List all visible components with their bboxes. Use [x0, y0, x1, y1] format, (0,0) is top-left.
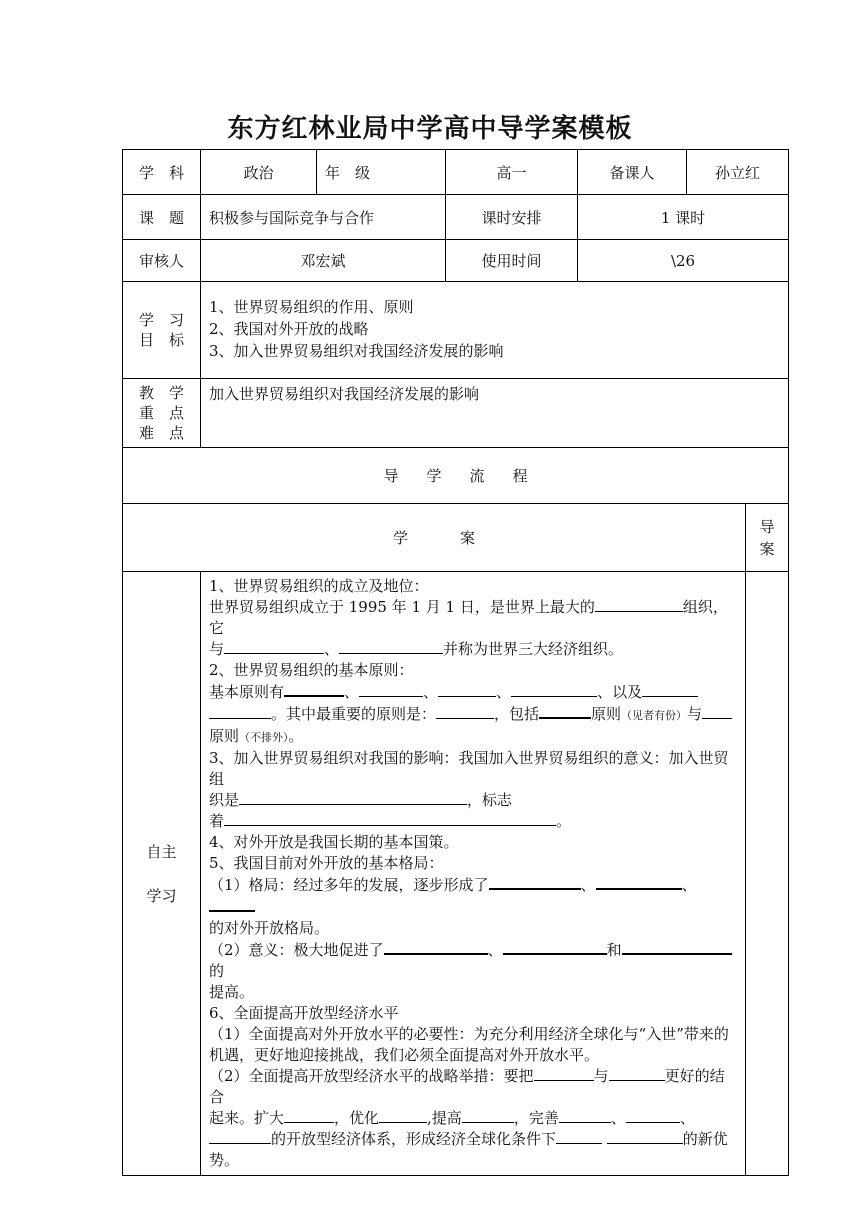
row-plan-header — [123, 504, 789, 572]
row-goals — [123, 282, 789, 379]
row-subject — [123, 150, 789, 195]
row-reviewer — [123, 240, 789, 282]
usetime-value: \26 — [578, 240, 789, 282]
grade-label: 年 级 — [317, 150, 446, 195]
fill-blank[interactable] — [511, 682, 597, 697]
keypoints-label: 教 学 重 点 难 点 — [123, 379, 201, 448]
fill-blank[interactable] — [239, 790, 467, 805]
fill-blank[interactable] — [539, 703, 591, 719]
fill-blank[interactable] — [607, 1129, 683, 1144]
row-self-study — [123, 572, 789, 1176]
hours-value: 1 课时 — [578, 195, 789, 240]
keypoints-text: 加入世界贸易组织对我国经济发展的影响 — [201, 379, 789, 448]
fill-blank[interactable] — [622, 939, 732, 955]
fill-blank[interactable] — [379, 1108, 427, 1123]
goals-list — [201, 282, 789, 379]
flow-title: 导 学 流 程 — [123, 448, 789, 504]
goal-item: 1、世界贸易组织的作用、原则 — [209, 298, 414, 316]
page-title: 东方红林业局中学高中导学案模板 — [227, 114, 633, 144]
fill-blank[interactable] — [209, 704, 271, 719]
fill-blank[interactable] — [359, 682, 423, 697]
fill-blank[interactable] — [462, 1108, 514, 1123]
fill-blank[interactable] — [384, 939, 488, 955]
fill-blank[interactable] — [284, 1108, 334, 1123]
plan-header: 学 案 — [123, 504, 746, 572]
goal-item: 3、加入世界贸易组织对我国经济发展的影响 — [209, 342, 504, 360]
row-flow-title — [123, 448, 789, 504]
fill-blank[interactable] — [503, 939, 607, 955]
fill-blank[interactable] — [438, 682, 496, 697]
row-keypoints — [123, 379, 789, 448]
goals-label: 学 习 目 标 — [123, 282, 201, 379]
reviewer-label: 审核人 — [123, 240, 201, 282]
guide-header: 导 案 — [746, 504, 789, 572]
fill-blank[interactable] — [626, 1108, 680, 1123]
grade-value: 高一 — [446, 150, 578, 195]
reviewer-value: 邓宏斌 — [201, 240, 446, 282]
preparer-value: 孙立红 — [687, 150, 789, 195]
fill-blank[interactable] — [595, 597, 683, 612]
goal-item: 2、我国对外开放的战略 — [209, 320, 369, 338]
usetime-label: 使用时间 — [446, 240, 578, 282]
fill-blank[interactable] — [642, 682, 698, 697]
fill-blank[interactable] — [609, 1066, 665, 1081]
guide-plan-table — [122, 149, 789, 1176]
fill-blank[interactable] — [596, 874, 682, 890]
row-topic — [123, 195, 789, 240]
self-study-label: 自主 学习 — [123, 572, 201, 1176]
fill-blank[interactable] — [702, 704, 732, 719]
fill-blank[interactable] — [489, 874, 581, 890]
subject-value: 政治 — [201, 150, 317, 195]
fill-blank[interactable] — [339, 639, 443, 654]
guide-column-empty — [746, 572, 789, 1176]
hours-label: 课时安排 — [446, 195, 578, 240]
fill-blank[interactable] — [224, 811, 556, 826]
topic-value: 积极参与国际竞争与合作 — [201, 195, 446, 240]
fill-blank[interactable] — [559, 1108, 611, 1123]
fill-blank[interactable] — [534, 1066, 594, 1081]
preparer-label: 备课人 — [578, 150, 687, 195]
fill-blank[interactable] — [556, 1129, 602, 1144]
topic-label: 课 题 — [123, 195, 201, 240]
subject-label: 学 科 — [123, 150, 201, 195]
fill-blank[interactable] — [209, 1129, 271, 1144]
fill-blank[interactable] — [224, 639, 324, 654]
self-study-content: 1、世界贸易组织的成立及地位： 世界贸易组织成立于 1995 年 1 月 1 日，是世界上最大的 组织，它 与 、 并称为世界三大经济组织。 2、世界贸易组织的基本原则： 基本原则有 、 、 、 、以及 。其中最重要的原则是： ，包括 原则（见者有份）与 原则（不排外）。 3、加入世界贸易组织对我国的影响：我国加入世界贸易组织的意义：加入世贸组 织是 ，标志 着 。 4、对外开放是我国长期的基本国策。 5、我国目前对外开放的基本格局： （1）格局：经过多年的发展，逐步形成了 、 、 的对外开放格局。 （2）意义：极大地促进了 、 和的 提高。 6、全面提高开放型经济水平 （1）全面提高对外开放水平的必要性：为充分利用经济全球化与“入世”带来的 机遇，更好地迎接挑战，我们必须全面提高对外开放水平。 （2）全面提高开放型经济水平的战略举措：要把 与 更好的结合 起来。扩大 ，优化 ,提高 ，完善 、 、 的开放型经济体系，形成经济全球化条件下 的新优 势。 — [201, 572, 746, 1176]
fill-blank[interactable] — [284, 681, 344, 697]
fill-blank[interactable] — [436, 704, 494, 719]
fill-blank[interactable] — [209, 896, 255, 912]
